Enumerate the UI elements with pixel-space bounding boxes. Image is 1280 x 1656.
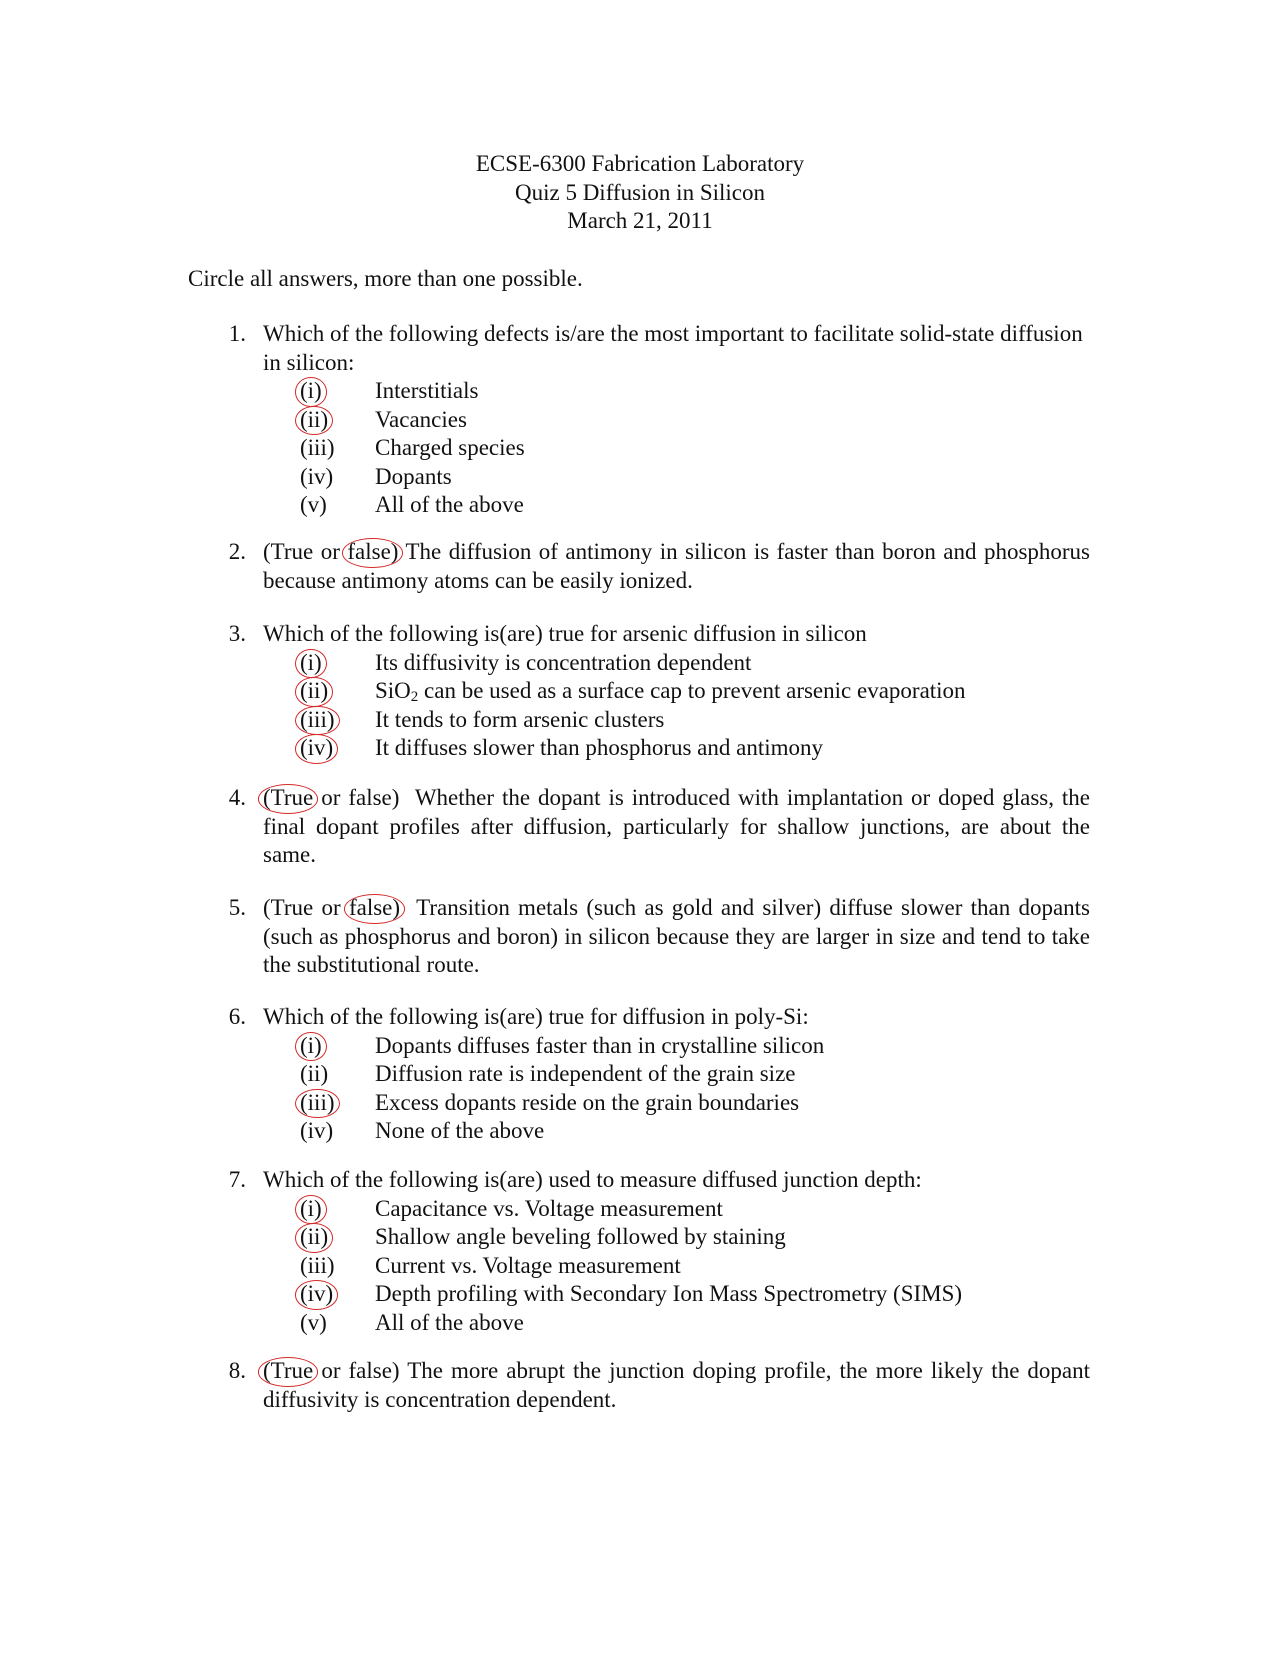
option-text-rest: can be used as a surface cap to prevent arsenic evaporation — [418, 678, 966, 704]
or-word: or — [321, 895, 341, 920]
option-text: Vacancies — [375, 406, 467, 432]
option-v[interactable] — [263, 1309, 1090, 1338]
sio-text: SiO — [375, 678, 411, 704]
option-marker: (iv) — [300, 734, 333, 763]
question-text — [263, 538, 1090, 595]
question-number: 8. — [228, 1358, 246, 1383]
option-text: Dopants — [375, 463, 452, 489]
option-marker: (v) — [300, 492, 327, 518]
question-8 — [222, 1357, 1090, 1414]
option-marker: (iv) — [300, 1118, 334, 1144]
option-i[interactable] — [263, 377, 1090, 406]
option-text: All of the above — [375, 1309, 524, 1335]
question-number: 4. — [228, 785, 246, 810]
question-number: 2. — [228, 539, 246, 564]
option-iii[interactable] — [263, 706, 1090, 735]
statement-text: Whether the dopant is introduced with implantation or doped glass, the final dopant profiles after diffusion, particularly for shallow junctions, are about the same. — [263, 785, 1091, 867]
option-i[interactable] — [263, 1195, 1090, 1224]
option-marker: (iii) — [300, 435, 335, 461]
question-text: Which of the following defects is/are the most important to facilitate solid-state diffusion in silicon: — [263, 321, 1083, 375]
quiz-title: Quiz 5 Diffusion in Silicon — [514, 179, 765, 205]
option-i[interactable] — [263, 1032, 1090, 1061]
question-text: Which of the following is(are) true for diffusion in poly-Si: — [263, 1004, 809, 1029]
true-choice[interactable]: (True — [263, 784, 313, 813]
question-number: 1. — [228, 321, 246, 346]
option-ii[interactable] — [263, 677, 1090, 706]
question-6 — [222, 1003, 1090, 1146]
question-number: 6. — [228, 1004, 246, 1029]
question-number: 7. — [228, 1167, 246, 1192]
option-marker: (ii) — [300, 406, 328, 435]
option-text: None of the above — [375, 1118, 545, 1144]
option-marker: (ii) — [300, 677, 328, 706]
statement-text: The more abrupt the junction doping profile, the more likely the dopant diffusivity is concentration dependent. — [263, 1358, 1091, 1412]
false-choice[interactable]: false) — [348, 1358, 400, 1383]
option-ii[interactable] — [263, 1223, 1090, 1252]
option-ii[interactable] — [263, 406, 1090, 435]
question-text — [263, 784, 1090, 870]
or-word: or — [321, 785, 341, 810]
option-marker: (i) — [300, 1032, 322, 1061]
option-list — [263, 649, 1090, 763]
option-text: Excess dopants reside on the grain boundaries — [375, 1089, 800, 1115]
quiz-date: March 21, 2011 — [567, 208, 713, 233]
option-text: All of the above — [375, 492, 524, 518]
false-choice[interactable]: false) — [347, 538, 398, 567]
option-marker: (i) — [300, 377, 322, 406]
option-ii[interactable] — [263, 1060, 1090, 1089]
option-text: Dopants diffuses faster than in crystalline silicon — [375, 1032, 825, 1058]
instructions: Circle all answers, more than one possible. — [188, 266, 583, 291]
true-choice[interactable]: (True — [263, 539, 314, 564]
option-text: Current vs. Voltage measurement — [375, 1252, 681, 1278]
option-text: Shallow angle beveling followed by staining — [375, 1224, 786, 1250]
document-header — [0, 150, 1280, 236]
question-3 — [222, 620, 1090, 763]
question-1 — [222, 320, 1090, 520]
statement-text: Transition metals (such as gold and silver) diffuse slower than dopants (such as phosphorus and boron) in silicon because they are larger in size and tend to take the substitutional route. — [263, 895, 1091, 977]
option-iv[interactable] — [263, 463, 1090, 492]
option-text: Capacitance vs. Voltage measurement — [375, 1195, 723, 1221]
option-iii[interactable] — [263, 1252, 1090, 1281]
option-marker: (iii) — [300, 1089, 335, 1118]
false-choice[interactable]: false) — [349, 894, 400, 923]
statement-text: The diffusion of antimony in silicon is faster than boron and phosphorus because antimony atoms can be easily ionized. — [263, 539, 1091, 593]
false-choice[interactable]: false) — [348, 785, 400, 810]
option-marker: (i) — [300, 1195, 322, 1224]
question-text: Which of the following is(are) used to measure diffused junction depth: — [263, 1167, 922, 1192]
option-iii[interactable] — [263, 1089, 1090, 1118]
question-text — [263, 1357, 1090, 1414]
option-text: Depth profiling with Secondary Ion Mass Spectrometry (SIMS) — [375, 1281, 963, 1307]
option-text: It tends to form arsenic clusters — [375, 706, 665, 732]
option-list — [263, 1195, 1090, 1338]
option-iv[interactable] — [263, 734, 1090, 763]
question-4 — [222, 784, 1090, 870]
option-iv[interactable] — [263, 1280, 1090, 1309]
or-word: or — [320, 539, 340, 564]
option-text: Interstitials — [375, 378, 479, 403]
question-number: 3. — [228, 621, 246, 646]
question-text — [263, 894, 1090, 980]
option-marker: (iv) — [300, 463, 334, 489]
option-i[interactable] — [263, 649, 1090, 678]
option-marker: (ii) — [300, 1061, 329, 1087]
course-title: ECSE-6300 Fabrication Laboratory — [475, 151, 805, 176]
option-marker: (i) — [300, 649, 322, 678]
true-choice[interactable]: (True — [263, 895, 314, 920]
option-v[interactable] — [263, 491, 1090, 520]
option-text: It diffuses slower than phosphorus and antimony — [375, 735, 824, 761]
option-list — [263, 1032, 1090, 1146]
option-list — [263, 377, 1090, 520]
option-iii[interactable] — [263, 434, 1090, 463]
option-text: Diffusion rate is independent of the grain size — [375, 1061, 796, 1087]
subscript-2: 2 — [410, 689, 419, 706]
option-marker: (iii) — [300, 706, 335, 735]
option-marker: (ii) — [300, 1223, 328, 1252]
or-word: or — [321, 1358, 341, 1383]
question-7 — [222, 1166, 1090, 1337]
question-number: 5. — [228, 895, 246, 920]
option-text: Its diffusivity is concentration dependent — [375, 649, 752, 675]
option-marker: (iii) — [300, 1252, 335, 1278]
option-iv[interactable] — [263, 1117, 1090, 1146]
option-marker: (iv) — [300, 1280, 333, 1309]
option-text — [375, 677, 966, 706]
option-marker: (v) — [300, 1309, 327, 1335]
question-5 — [222, 894, 1090, 980]
true-choice[interactable]: (True — [263, 1357, 313, 1386]
option-text: Charged species — [375, 435, 525, 461]
question-text: Which of the following is(are) true for arsenic diffusion in silicon — [263, 621, 867, 646]
question-2 — [222, 538, 1090, 595]
